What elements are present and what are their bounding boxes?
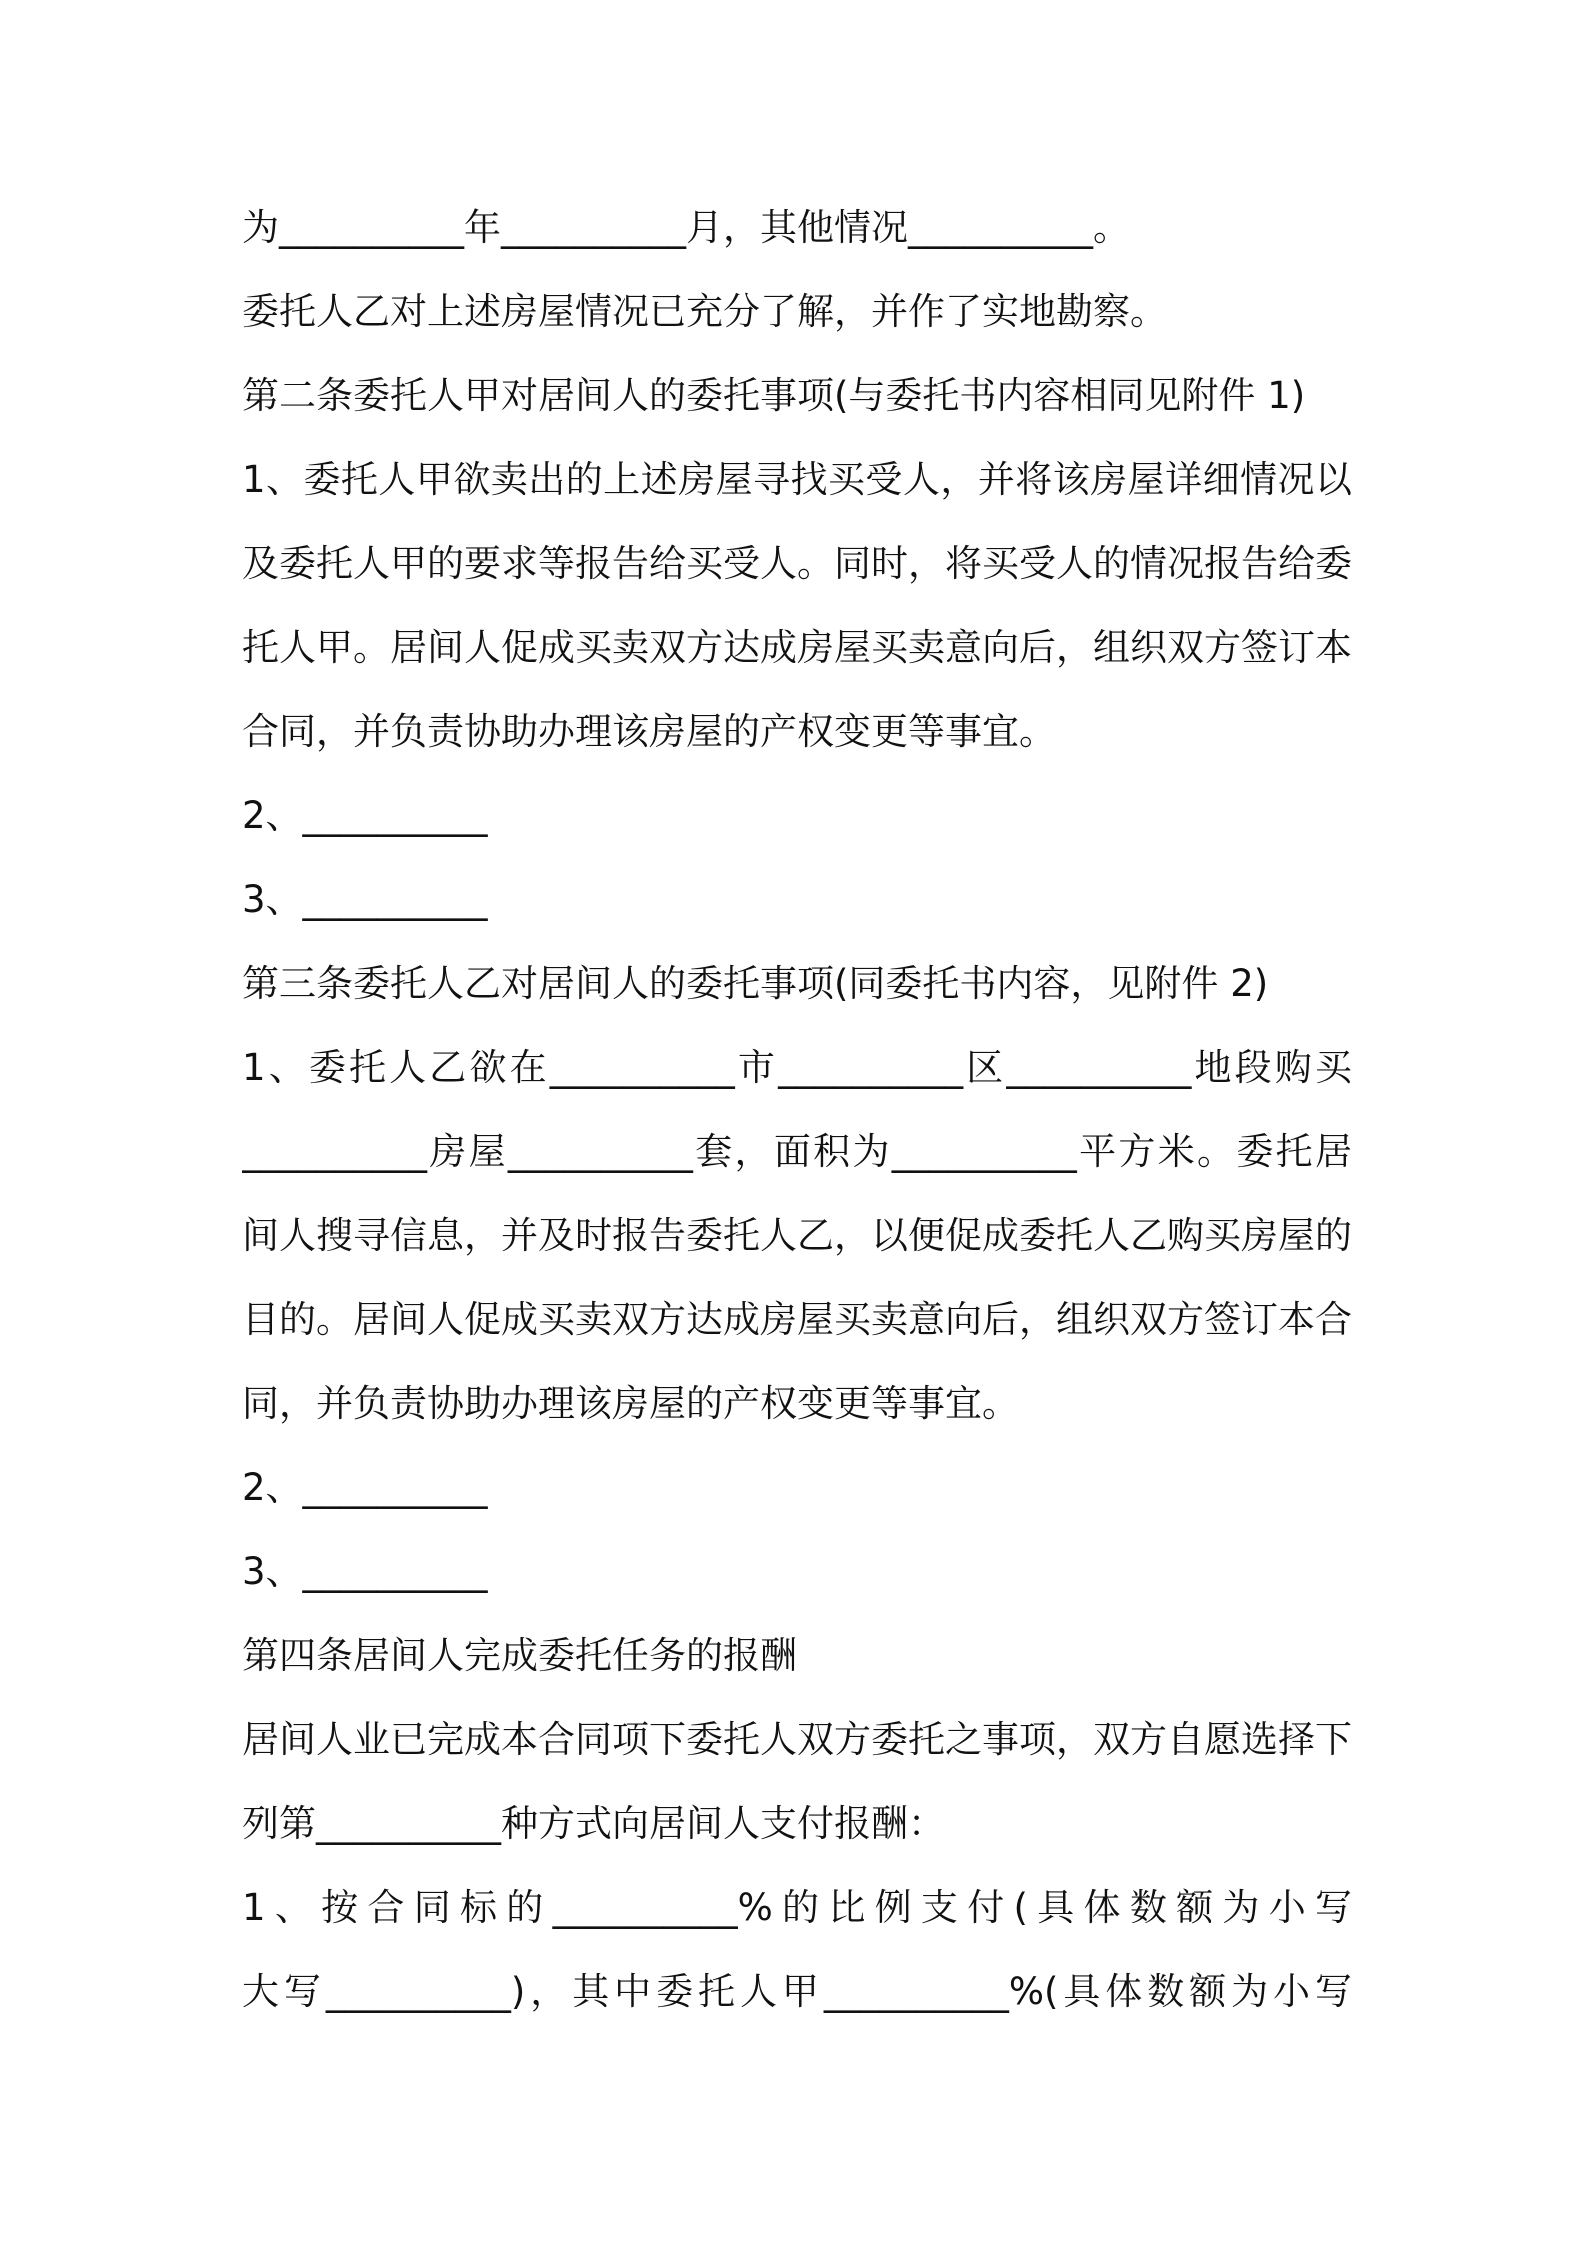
blank-item: 2、__________: [242, 1466, 488, 1509]
text-line: 间人搜寻信息，并及时报告委托人乙，以便促成委托人乙购买房屋的: [242, 1214, 1352, 1257]
text-line: 1、委托人乙欲在__________市__________区__________地段购买: [242, 1046, 1352, 1089]
text-line: 1、按合同标的__________%的比例支付(具体数额为小写: [242, 1886, 1352, 1929]
text-line: 目的。居间人促成买卖双方达成房屋买卖意向后，组织双方签订本合: [242, 1298, 1352, 1341]
section-heading: 第四条居间人完成委托任务的报酬: [242, 1634, 797, 1677]
blank-item: 2、__________: [242, 794, 488, 837]
text-line: 托人甲。居间人促成买卖双方达成房屋买卖意向后，组织双方签订本: [242, 626, 1352, 669]
text-line: 同，并负责协助办理该房屋的产权变更等事宜。: [242, 1382, 1019, 1425]
section-heading: 第二条委托人甲对居间人的委托事项(与委托书内容相同见附件 1): [242, 374, 1306, 417]
text-line: 及委托人甲的要求等报告给买受人。同时，将买受人的情况报告给委: [242, 542, 1352, 585]
blank-item: 3、__________: [242, 878, 488, 921]
text-line: 居间人业已完成本合同项下委托人双方委托之事项，双方自愿选择下: [242, 1718, 1352, 1761]
text-line: 列第__________种方式向居间人支付报酬：: [242, 1802, 945, 1845]
text-line: 大写__________)，其中委托人甲__________%(具体数额为小写: [242, 1970, 1352, 2013]
text-line: 合同，并负责协助办理该房屋的产权变更等事宜。: [242, 710, 1056, 753]
text-line: __________房屋__________套，面积为__________平方米。委托居: [242, 1130, 1352, 1173]
text-line: 1、委托人甲欲卖出的上述房屋寻找买受人，并将该房屋详细情况以: [242, 458, 1352, 501]
text-line: 委托人乙对上述房屋情况已充分了解，并作了实地勘察。: [242, 290, 1167, 333]
section-heading: 第三条委托人乙对居间人的委托事项(同委托书内容，见附件 2): [242, 962, 1269, 1005]
blank-item: 3、__________: [242, 1550, 488, 1593]
text-line: 为__________年__________月，其他情况__________。: [242, 206, 1130, 249]
